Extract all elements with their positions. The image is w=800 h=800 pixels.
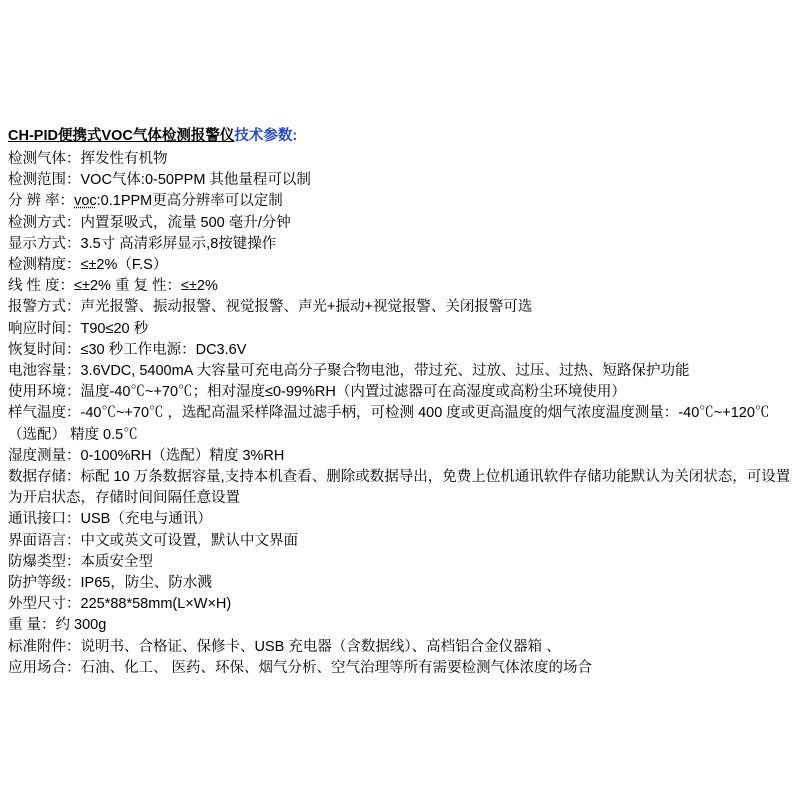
spec-text-interface: 通讯接口：USB（充电与通讯） [8,511,212,528]
spec-text-storage: 数据存储：标配 10 万条数据容量,支持本机查看、删除或数据导出，免费上位机通讯软件存储功能默认为关闭状态，可设置为开启状态，存储时间间隔任意设置 [8,469,791,507]
page-title-accent: 技术参数: [234,128,298,144]
spec-row-display [8,234,792,255]
spec-row-recovery [8,340,792,361]
spec-row-humidity [8,446,792,467]
spec-text-environment: 使用环境：温度-40℃~+70℃；相对湿度≤0-99%RH（内置过滤器可在高湿度或高粉尘环境使用） [8,384,626,401]
spec-text-accuracy: 检测精度：≤±2%（F.S） [8,257,168,274]
spec-text-gas: 检测气体：挥发性有机物 [8,151,168,167]
page-title-product [8,128,234,144]
spec-text-display: 显示方式：3.5寸 高清彩屏显示,8按键操作 [8,235,277,252]
spec-row-battery [8,361,792,382]
spec-text-dimensions: 外型尺寸：225*88*58mm(L×W×H) [8,596,232,613]
spec-text-explosion-type: 防爆类型：本质安全型 [8,553,153,570]
spec-row-language [8,531,792,552]
spec-row-storage [8,467,792,509]
spec-text-battery: 电池容量：3.6VDC, 5400mA 大容量可充电高分子聚合物电池，带过充、过放、过压、过热、短路保护功能 [8,363,690,380]
spec-text-resolution-label: 分 辨 率： [8,193,75,210]
spec-row-accuracy [8,255,792,276]
spec-row-accessories [8,637,792,658]
spec-row-linearity [8,276,792,297]
spec-row-method [8,213,792,234]
spec-row-gas [8,149,792,170]
spec-text-language: 界面语言：中文或英文可设置，默认中文界面 [8,532,298,549]
spec-row-applications [8,658,792,679]
spec-text-recovery: 恢复时间：≤30 秒工作电源：DC3.6V [8,341,247,358]
spec-text-response: 响应时间：T90≤20 秒 [8,320,149,337]
page-title-main-text: CH-PID便携式VOC气体检测报警仪 [8,128,235,144]
spec-row-resolution [8,191,792,212]
spec-row-response [8,319,792,340]
spec-sheet [8,126,792,679]
spec-text-method: 检测方式：内置泵吸式，流量 500 毫升/分钟 [8,214,291,231]
spec-text-applications: 应用场合：石油、化工、 医药、环保、烟气分析、空气治理等所有需要检测气体浓度的场合 [8,659,593,676]
spec-text-alarm: 报警方式：声光报警、振动报警、视觉报警、声光+振动+视觉报警、关闭报警可选 [8,299,533,316]
spec-text-resolution-keyword: voc [74,193,97,210]
spec-text-range: 检测范围：VOC气体:0-50PPM 其他量程可以制 [8,172,311,189]
spec-text-linearity: 线 性 度：≤±2% 重 复 性：≤±2% [8,278,218,295]
page-title [8,126,792,147]
spec-row-alarm [8,297,792,318]
spec-row-sample-temperature [8,403,792,445]
spec-text-humidity: 湿度测量：0-100%RH（选配）精度 3%RH [8,447,285,464]
spec-row-protection-level [8,573,792,594]
spec-text-weight: 重 量：约 300g [8,617,107,634]
spec-text-accessories: 标准附件：说明书、合格证、保修卡、USB 充电器（含数据线）、高档铝合金仪器箱 、 [8,638,561,655]
spec-text-resolution-value: :0.1PPM更高分辨率可以定制 [96,193,283,210]
spec-row-explosion-type [8,552,792,573]
spec-row-interface [8,509,792,530]
spec-row-weight [8,615,792,636]
spec-row-dimensions [8,594,792,615]
spec-text-sample-temperature: 样气温度：-40℃~+70℃ ，选配高温采样降温过滤手柄，可检测 400 度或更高温度的烟气浓度温度测量：-40℃~+120℃（选配） 精度 0.5℃ [8,405,770,443]
spec-row-environment [8,382,792,403]
spec-text-protection-level: 防护等级：IP65，防尘、防水溅 [8,575,212,592]
spec-row-range [8,170,792,191]
